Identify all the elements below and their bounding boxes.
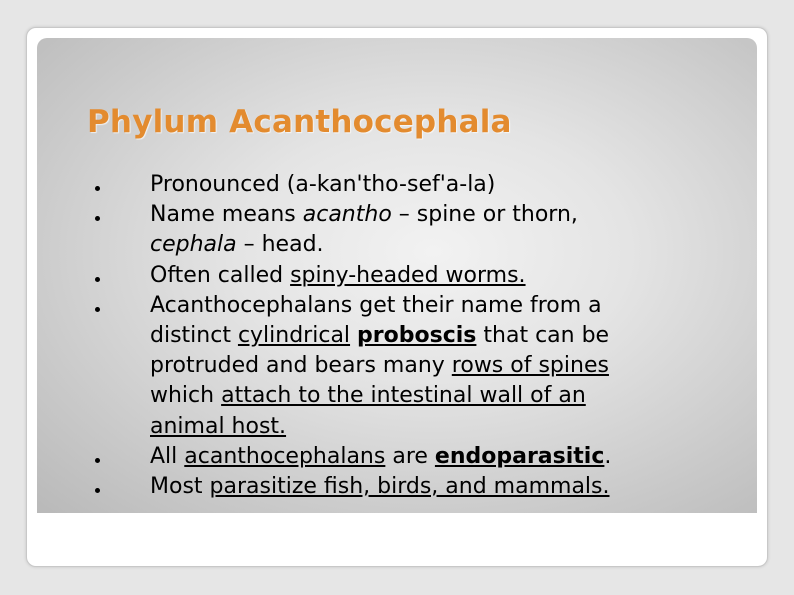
text-run: which — [150, 383, 222, 409]
text-run: that can be — [476, 323, 610, 348]
text-run: parasitize fish, birds, and mammals. — [209, 474, 610, 499]
text-run: animal host. — [150, 413, 287, 439]
text-run: protruded and bears many — [150, 353, 452, 379]
bullet-dot-icon — [95, 307, 100, 312]
bullet-line — [150, 381, 586, 411]
text-run: – spine or thorn, — [391, 202, 578, 228]
text-run: cephala — [150, 232, 237, 258]
bullet-dot-icon — [95, 277, 100, 282]
text-run: spiny-headed worms. — [290, 262, 526, 288]
text-run: Often called — [150, 262, 291, 288]
bullet-line — [150, 351, 609, 381]
bullet-line — [150, 230, 324, 260]
bullet-line — [150, 412, 286, 442]
text-run: . — [604, 443, 612, 469]
bullet-line — [150, 442, 611, 472]
bullet-line — [150, 472, 610, 502]
text-run: attach to the intestinal wall of an — [221, 383, 586, 409]
bullet-line — [150, 200, 578, 230]
text-run: Most — [150, 474, 210, 499]
text-run — [350, 323, 357, 348]
bullet-line — [150, 321, 609, 351]
bullet-line — [150, 291, 602, 321]
bullet-dot-icon — [95, 458, 100, 463]
text-run: Pronounced (a-kan'tho-sef'a-la) — [150, 172, 496, 197]
text-run: acanthocephalans — [184, 443, 386, 469]
text-run: are — [385, 443, 435, 469]
text-run: rows of spines — [451, 353, 609, 379]
bullet-line — [150, 170, 495, 200]
text-run: Acanthocephalans get their name from a — [150, 292, 602, 318]
text-run: distinct — [150, 323, 238, 348]
bullet-line — [150, 261, 526, 291]
text-run: All — [150, 443, 185, 469]
text-run: proboscis — [357, 323, 477, 348]
bullet-dot-icon — [95, 186, 100, 191]
slide-title: Phylum Acanthocephala — [87, 104, 512, 140]
text-run: endoparasitic — [434, 443, 605, 469]
text-run: cylindrical — [237, 323, 351, 348]
text-run: Name means — [150, 202, 303, 228]
text-run: – head. — [236, 232, 324, 258]
text-run: acantho — [302, 202, 392, 228]
bullet-dot-icon — [95, 488, 100, 493]
